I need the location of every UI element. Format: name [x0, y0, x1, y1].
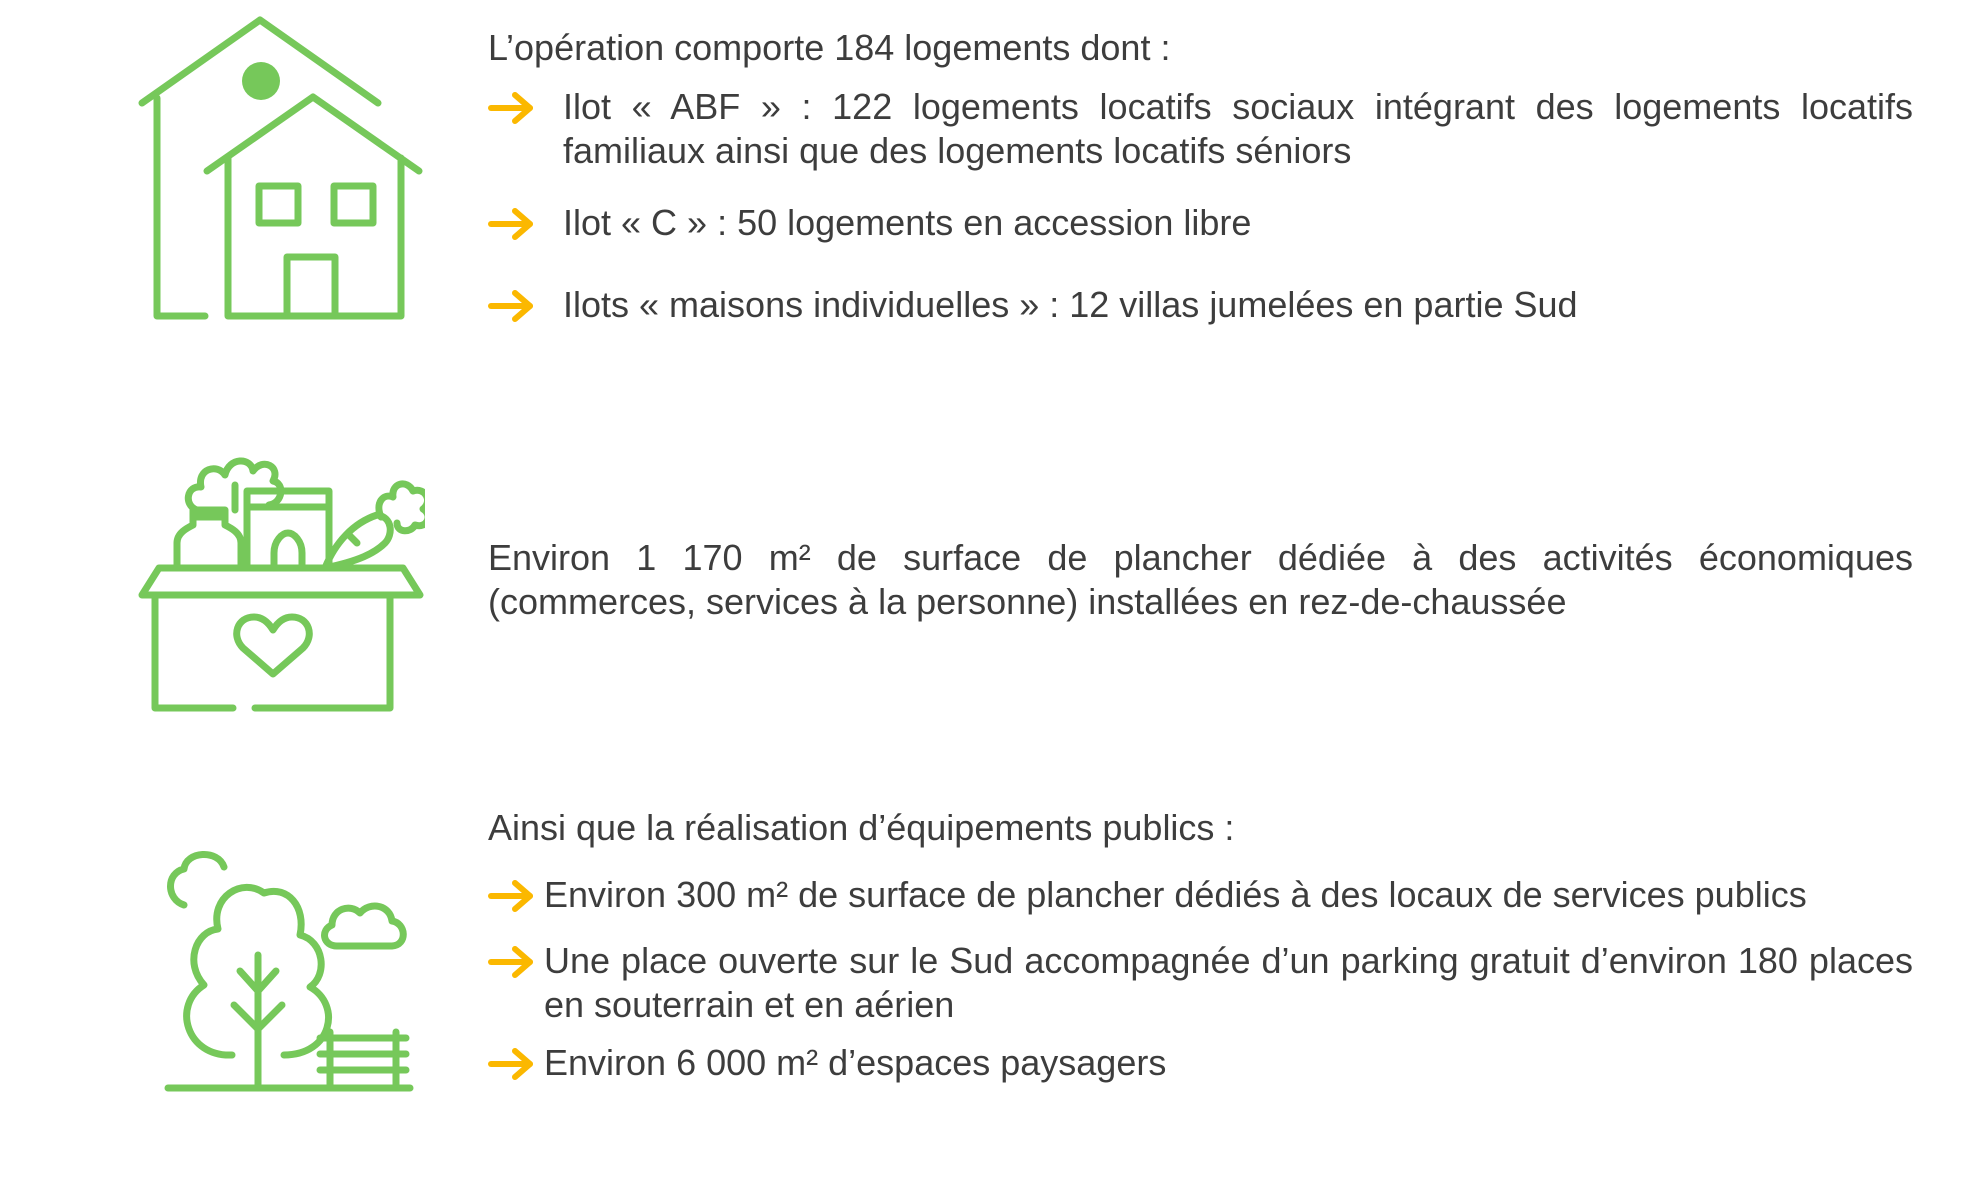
- arrow-right-icon: [488, 1047, 536, 1081]
- arrow-right-icon: [488, 289, 536, 323]
- grocery-box-icon: [135, 425, 425, 715]
- public-facilities-intro: Ainsi que la réalisation d’équipements publics :: [488, 807, 1235, 848]
- arrow-right-icon: [488, 879, 536, 913]
- list-item: Environ 300 m² de surface de plancher dédiés à des locaux de services publics: [488, 873, 1913, 917]
- arrow-right-icon: [488, 91, 536, 125]
- park-icon: [160, 845, 420, 1095]
- list-item: Environ 6 000 m² d’espaces paysagers: [488, 1041, 1913, 1085]
- housing-section: [488, 26, 1913, 327]
- commerce-section: [488, 536, 1913, 624]
- list-item: Ilots « maisons individuelles » : 12 villas jumelées en partie Sud: [488, 283, 1913, 327]
- list-item: Ilot « C » : 50 logements en accession libre: [488, 201, 1913, 245]
- list-item: Une place ouverte sur le Sud accompagnée d’un parking gratuit d’environ 180 places en souterrain et en aérien: [488, 939, 1913, 1027]
- arrow-right-icon: [488, 945, 536, 979]
- house-icon: [135, 15, 425, 325]
- commerce-text: Environ 1 170 m² de surface de plancher dédiée à des activités économiques (commerces, services à la personne) installées en rez-de-chaussée: [488, 537, 1913, 622]
- list-item: Ilot « ABF » : 122 logements locatifs sociaux intégrant des logements locatifs familiaux ainsi que des logements locatifs séniors: [488, 85, 1913, 173]
- housing-intro: L’opération comporte 184 logements dont :: [488, 27, 1171, 68]
- public-facilities-section: [488, 806, 1913, 1085]
- arrow-right-icon: [488, 207, 536, 241]
